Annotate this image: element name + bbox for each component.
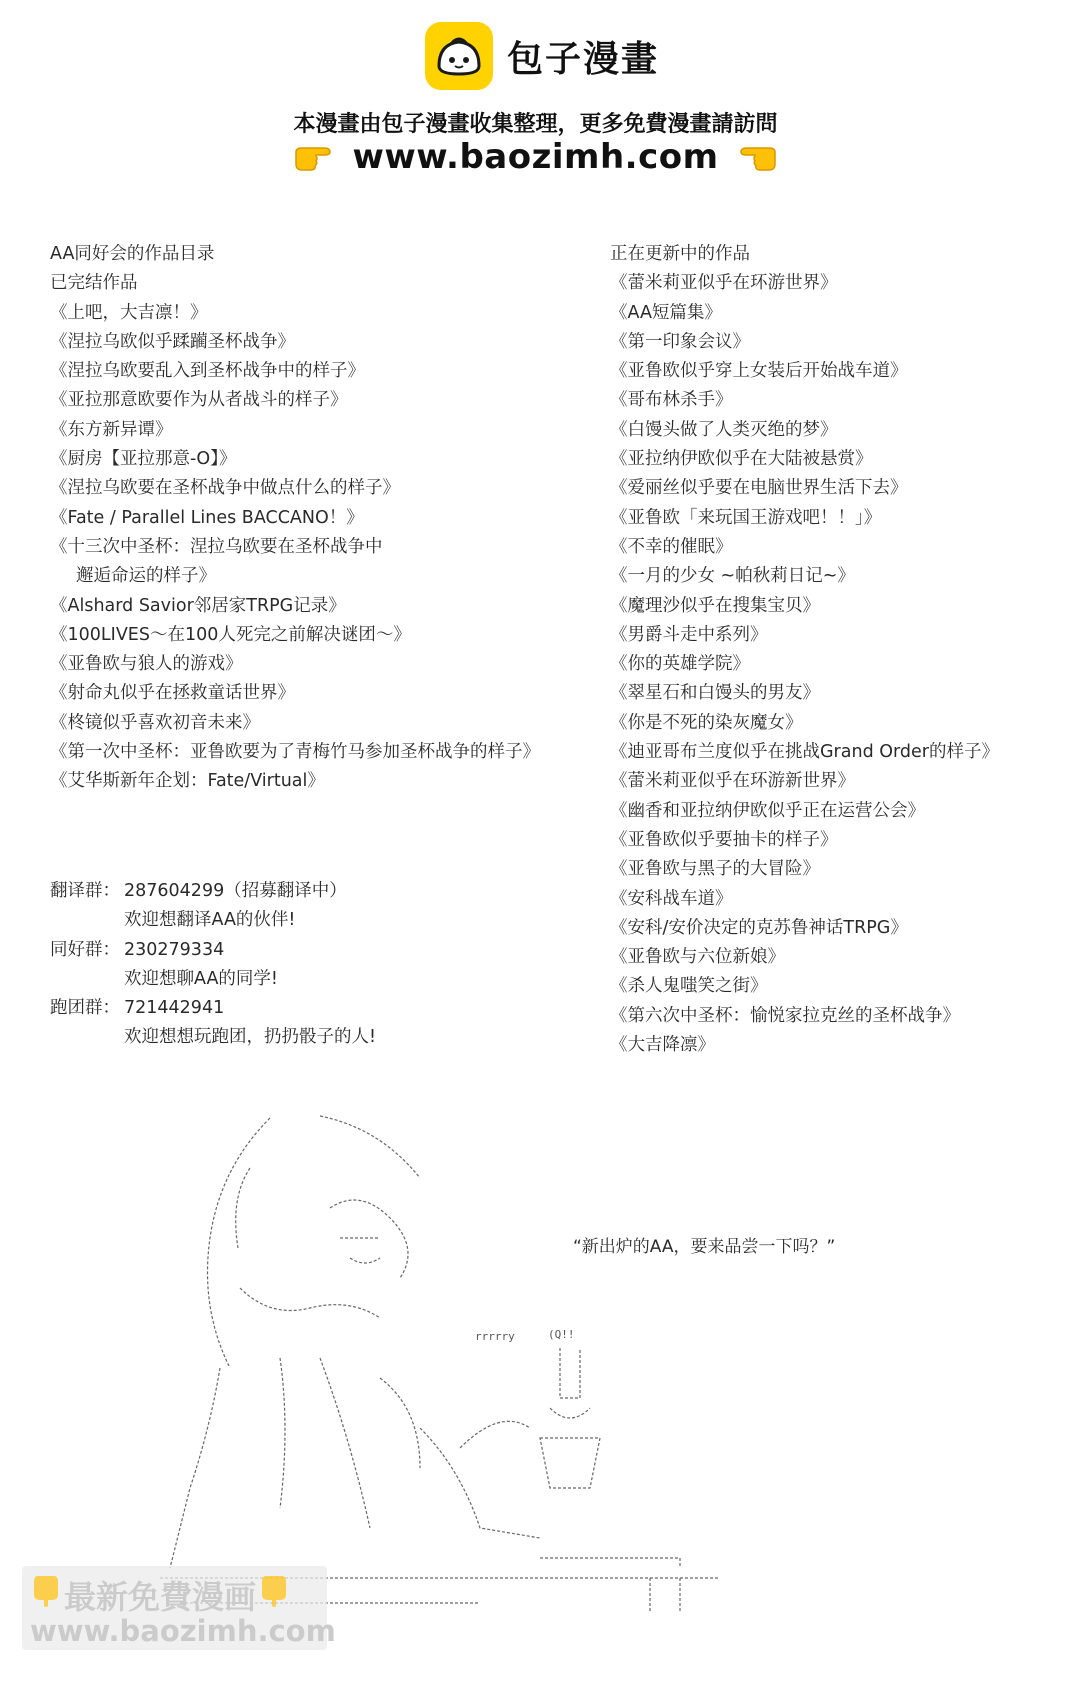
completed-title: 已完结作品 — [50, 273, 138, 294]
list-item: 《亚拉纳伊欧似乎在大陆被悬赏》 — [610, 449, 873, 470]
updating-title: 正在更新中的作品 — [610, 244, 750, 264]
tray-label: rrrrry — [475, 1330, 515, 1343]
list-item: 《柊镜似乎喜欢初音未来》 — [50, 712, 260, 733]
list-item: 《安科/安价决定的克苏鲁神话TRPG》 — [610, 917, 908, 938]
group-note: 欢迎想聊AA的同学! — [124, 968, 278, 989]
list-item: 《翠星石和白馒头的男友》 — [610, 683, 820, 704]
list-item: 《你是不死的染灰魔女》 — [610, 712, 803, 733]
list-item: 《亚鲁欧似乎要抽卡的样子》 — [610, 829, 838, 850]
list-item: 《一月的少女 ~帕秋莉日记~》 — [610, 566, 855, 587]
list-item: 《涅拉乌欧要乱入到圣杯战争中的样子》 — [50, 361, 365, 382]
group-number: 230279334 — [124, 939, 225, 960]
list-item: 《爱丽丝似乎要在电脑世界生活下去》 — [610, 478, 908, 499]
group-label: 翻译群： — [50, 881, 120, 901]
site-header — [0, 0, 1071, 200]
list-item: 《上吧，大吉凛！》 — [50, 302, 208, 323]
contact-groups — [50, 877, 376, 1053]
list-item: 《亚鲁欧似乎穿上女装后开始战车道》 — [610, 361, 908, 382]
group-label: 同好群： — [50, 939, 120, 960]
group-note: 欢迎想翻译AA的伙伴! — [124, 910, 296, 931]
bun-icon — [425, 22, 493, 90]
hand-pointing-right-icon — [294, 142, 334, 172]
group-number: 721442941 — [124, 998, 225, 1019]
watermark — [22, 1566, 336, 1650]
list-item: 《涅拉乌欧似乎蹂躏圣杯战争》 — [50, 331, 295, 352]
group-label: 跑团群： — [50, 998, 120, 1019]
list-item: 《Fate / Parallel Lines BACCANO！》 — [50, 507, 364, 528]
logo[interactable] — [425, 22, 659, 90]
list-item: 《男爵斗走中系列》 — [610, 624, 768, 645]
list-item: 《魔理沙似乎在搜集宝贝》 — [610, 595, 820, 616]
group-number: 287604299（招募翻译中） — [124, 881, 347, 901]
list-item: 《哥布林杀手》 — [610, 390, 733, 411]
list-item: 《亚鲁欧「来玩国王游戏吧！！」》 — [610, 507, 882, 528]
logo-text: 包子漫畫 — [507, 38, 660, 80]
list-item: 《涅拉乌欧要在圣杯战争中做点什么的样子》 — [50, 478, 400, 499]
list-item: 《大吉降凛》 — [610, 1035, 715, 1056]
translation-group — [50, 877, 376, 906]
list-item: 《射命丸似乎在拯救童话世界》 — [50, 683, 295, 704]
list-item: 《蕾米莉亚似乎在环游世界》 — [610, 273, 838, 294]
hand-pointing-left-icon — [737, 142, 777, 172]
list-item: 《第六次中圣杯：愉悦家拉克丝的圣杯战争》 — [610, 1005, 960, 1026]
list-item: 《第一次中圣杯：亚鲁欧要为了青梅竹马参加圣杯战争的样子》 — [50, 742, 540, 763]
list-item: 《亚鲁欧与黑子的大冒险》 — [610, 859, 820, 880]
list-item: 《第一印象会议》 — [610, 331, 750, 352]
watermark-url: www.baozimh.com — [30, 1614, 336, 1648]
hand-pointing-down-icon — [260, 1574, 288, 1616]
hand-pointing-down-icon — [32, 1574, 60, 1616]
speech-bubble-text: “新出炉的AA，要来品尝一下吗？” — [573, 1237, 836, 1257]
list-item: 《十三次中圣杯：涅拉乌欧要在圣杯战争中 — [50, 536, 383, 557]
list-item: 《安科战车道》 — [610, 888, 733, 909]
list-item: 《东方新异谭》 — [50, 419, 173, 440]
list-item: 《你的英雄学院》 — [610, 654, 750, 675]
group-note: 欢迎想想玩跑团，扔扔骰子的人! — [124, 1027, 377, 1048]
catalog-title: AA同好会的作品目录 — [50, 244, 215, 264]
list-item: 《亚鲁欧与狼人的游戏》 — [50, 654, 243, 675]
trpg-group — [50, 994, 376, 1023]
updating-works-list — [610, 240, 999, 1060]
watermark-text: 最新免費漫画 — [64, 1578, 257, 1616]
site-url[interactable]: www.baozimh.com — [352, 137, 719, 177]
list-item: 《白馒头做了人类灭绝的梦》 — [610, 419, 838, 440]
list-item: 《Alshard Savior邻居家TRPG记录》 — [50, 595, 346, 616]
list-item: 《亚拉那意欧要作为从者战斗的样子》 — [50, 390, 348, 411]
list-item: 《艾华斯新年企划：Fate/Virtual》 — [50, 771, 325, 792]
list-item: 《不幸的催眠》 — [610, 536, 733, 557]
list-item: 《幽香和亚拉纳伊欧似乎正在运营公会》 — [610, 800, 925, 821]
list-item: 《厨房【亚拉那意-O】》 — [50, 449, 237, 470]
watermark-line — [32, 1572, 288, 1618]
fan-group — [50, 936, 376, 965]
list-item: 《100LIVES～在100人死完之前解决谜团～》 — [50, 624, 411, 645]
list-item: 《迪亚哥布兰度似乎在挑战Grand Order的样子》 — [610, 742, 999, 763]
tagline: 本漫畫由包子漫畫收集整理，更多免費漫畫請訪問 — [293, 112, 778, 137]
list-item: 《蕾米莉亚似乎在环游新世界》 — [610, 771, 855, 792]
site-url-row[interactable] — [0, 137, 1071, 177]
completed-works-list — [50, 240, 540, 797]
list-item-continuation: 邂逅命运的样子》 — [76, 566, 216, 587]
ascii-art-illustration — [120, 1108, 780, 1613]
list-item: 《亚鲁欧与六位新娘》 — [610, 947, 785, 968]
cup-label: (Q!! — [548, 1328, 575, 1341]
list-item: 《AA短篇集》 — [610, 302, 722, 323]
list-item: 《杀人鬼嗤笑之街》 — [610, 976, 768, 997]
